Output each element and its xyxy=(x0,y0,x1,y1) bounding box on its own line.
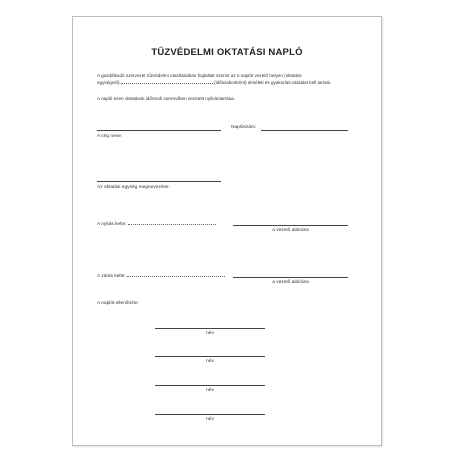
closing-date-label-text: A zárás kelte: xyxy=(97,274,126,279)
manager-signature-label-2: a vezető aláírása xyxy=(272,280,309,285)
name-label-1: név xyxy=(206,331,214,336)
unit-name-field[interactable] xyxy=(97,181,221,182)
opening-date-label-text: A nyitás kelte: xyxy=(97,222,127,227)
name-label-3: név xyxy=(206,388,214,393)
intro-line-3: A napló ezen oktatások időrendi sorrendben vezetett nyilvántartása. xyxy=(97,96,235,101)
intro-line-2-end: (időszakonként) elméleti és gyakorlati oktatást kell tartani. xyxy=(214,80,332,85)
manager-signature-line-1[interactable] xyxy=(233,225,348,226)
checker-signature-line-4[interactable] xyxy=(155,414,265,415)
document-page xyxy=(72,16,382,446)
checker-signature-line-3[interactable] xyxy=(155,385,265,386)
company-name-label: A cég neve: xyxy=(97,134,123,139)
opening-date-label xyxy=(97,220,216,227)
closing-date-field[interactable] xyxy=(127,272,225,277)
checker-signature-line-1[interactable] xyxy=(155,328,265,329)
opening-date-field[interactable] xyxy=(128,220,216,225)
name-label-4: név xyxy=(206,417,214,422)
period-blank[interactable] xyxy=(121,79,213,84)
manager-signature-label-1: a vezető aláírása xyxy=(272,228,309,233)
name-label-2: név xyxy=(206,359,214,364)
checked-by-label: A naplót ellenőrizte: xyxy=(97,301,139,306)
log-number-field[interactable] xyxy=(261,130,348,131)
manager-signature-line-2[interactable] xyxy=(233,277,348,278)
log-number-label: Naplószám: xyxy=(231,125,257,130)
intro-line-2 xyxy=(97,79,332,86)
unit-name-label: Az oktatási egység megnevezése: xyxy=(97,185,170,190)
document-title: TŰZVÉDELMI OKTATÁSI NAPLÓ xyxy=(151,47,303,58)
closing-date-label xyxy=(97,272,225,279)
intro-line-1: A gazdálkodó szervezet tűzvédelmi utasításában foglaltak szerint az e naplót vezető helyen (oktatási xyxy=(97,73,302,78)
checker-signature-line-2[interactable] xyxy=(155,356,265,357)
company-name-field[interactable] xyxy=(97,130,221,131)
intro-line-2-start: egységnél) xyxy=(97,80,120,85)
